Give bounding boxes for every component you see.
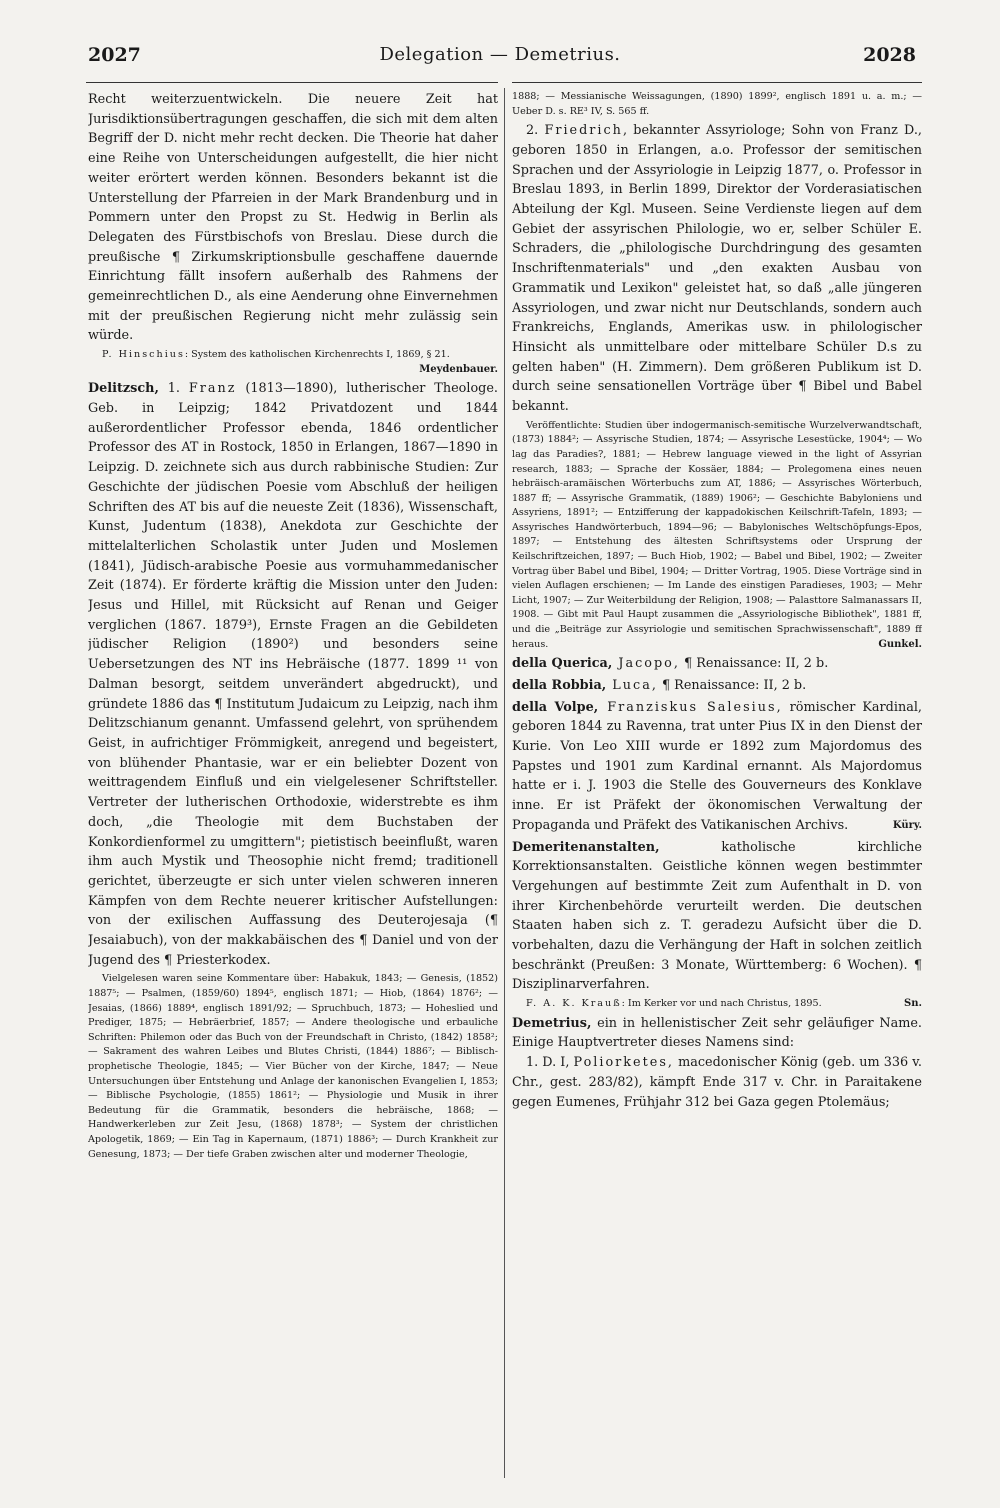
lit-text: : System des katholischen Kirchenrechts I, 1869, § 21. <box>184 349 450 361</box>
entry-body: römischer Kardinal, geboren 1844 zu Ravenna, trat unter Pius IX in den Dienst der Kurie. Von Leo XIII wurde er 1892 zum Majordomus des Papstes und 1901 zum Kardinal ernannt. Als Majordomus hatte er i. J. 1903 die Stelle des Gouverneurs des Konklave inne. Er ist Präfekt der ökonomischen Verwaltung der Propaganda und Präfekt des Vatikanischen Archivs. <box>512 699 922 833</box>
header-rule-right <box>512 82 922 83</box>
literature-demeritenanstalten <box>512 997 922 1012</box>
entry-body: katholische kirchliche Korrektionsanstalten. Geistliche können wegen bestimmter Vergehungen auf bestimmte Zeit zum Aufenthalt in D. von ihrer Kirchenbehörde verurteilt werden. Die deutschen Staaten haben sich z. T. geradezu Aufsicht über die D. vorbehalten, dazu die Verhängung der Haft in solchen zeitlich beschränkt (Preußen: 3 Monate, Württemberg: 6 Wochen). ¶ Disziplinarverfahren. <box>512 839 922 993</box>
entry-demeritenanstalten <box>512 838 922 996</box>
entry-number: 2. <box>526 123 545 139</box>
entry-forename: Friedrich <box>544 123 623 139</box>
delegation-continuation: Recht weiterzuentwickeln. Die neuere Zeit hat Jurisdiktionsübertragungen geschaffen, die sich mit dem alten Begriff der D. nicht mehr recht decken. Die Theorie hat daher eine Reihe von Unterscheidungen aufgestellt, die hier nicht weiter erörtert werden können. Besonders bekannt ist die Unterstellung der Pfarreien in der Mark Brandenburg und in Pommern unter den Propst zu St. Hedwig in Berlin als Delegaten des Fürstbischofs von Breslau. Diese durch die preußische ¶ Zirkumskriptionsbulle geschaffene dauernde Einrichtung fällt insofern außerhalb des Rahmens der gemeinrechtlichen D., als eine Aenderung ohne Einvernehmen mit der preußischen Regierung nicht mehr zulässig sein würde. <box>88 92 498 344</box>
column-divider <box>504 88 505 1478</box>
entry-body: (1813—1890), lutherischer Theologe. Geb. in Leipzig; 1842 Privatdozent und 1844 außerordentlicher Professor ebenda, 1846 ordentlicher Professor des AT in Rostock, 1850 in Erlangen, 1867—1890 in Leipzig. D. zeichnete sich aus durch rabbinische Studien: Zur Geschichte der jüdischen Poesie vom Abschluß der heiligen Schriften des AT bis auf die neueste Zeit (1836), Wissenschaft, Kunst, Judentum (1838), Anekdota zur Geschichte der mittelalterlichen Scholastik unter Juden und Moslemen (1841), Jüdisch-arabische Poesie aus vormuhammedanischer Zeit (1874). Er förderte kräftig die Mission unter den Juden: Jesus und Hillel, mit Rücksicht auf Renan und Geiger verglichen (1867. 1879³), Ernste Fragen an die Gebildeten jüdischer Religion (1890²) und besonders seine Uebersetzungen des NT ins Hebräische (1877. 1899 ¹¹ von Dalman besorgt, seitdem unverändert abgedruckt), und gründete 1886 das ¶ Institutum Judaicum zu Leipzig, nach ihm Delitzschianum genannt. Umfassend gelehrt, von sprühendem Geist, in aufrichtiger Frömmigkeit, anregend und begeistert, von blühender Phantasie, war er ein beliebter Dozent von weittragendem Einfluß und ein vielgelesener Schriftsteller. Vertreter der lutherischen Orthodoxie, widerstrebte es ihm doch, „die Theologie mit dem Buchstaben der Konkordienformel zu umgittern"; pietistisch beeinflußt, waren ihm auch Mystik und Theosophie nicht fremd; traditionell gerichtet, überzeugte er sich unter vielen schweren inneren Kämpfen von dem Rechte neuerer kritischer Aufstellungen: von der exilischen Auffassung des Deuterojesaja (¶ Jesaiabuch), von der makkabäischen des ¶ Daniel und von der Jugend des ¶ Priesterkodex. <box>88 381 498 968</box>
entry-delitzsch-franz <box>88 379 498 970</box>
entry-headword: Demeritenanstalten, <box>512 839 660 855</box>
entry-forename: Franziskus Salesius, <box>598 699 783 715</box>
running-title: Delegation — Demetrius. <box>379 44 621 65</box>
entry-headword: Delitzsch, <box>88 381 159 397</box>
right-column <box>512 90 922 1485</box>
lit-text: Veröffentlichte: Studien über indogermanisch-semitische Wurzelverwandtschaft, (1873) 1884²; — Assyrische Studien, 1874; — Assyrische Lesestücke, 1904⁴; — Wo lag das Paradies?, 1881; — Hebrew language viewed in the light of Assyrian research, 1883; — Sprache der Kossäer, 1884; — Prolegomena eines neuen hebräisch-aramäischen Wörterbuchs zum AT, 1886; — Assyrisches Wörterbuch, 1887 ff; — Assyrische Grammatik, (1889) 1906²; — Geschichte Babyloniens und Assyriens, 1891²; — Entzifferung der kappadokischen Keilschrift-Tafeln, 1893; — Assyrisches Handwörterbuch, 1894—96; — Babylonisches Weltschöpfungs-Epos, 1897; — Entstehung des ältesten Schriftsystems oder Ursprung der Keilschriftzeichen, 1897; — Buch Hiob, 1902; — Babel und Bibel, 1902; — Zweiter Vortrag über Babel und Bibel, 1904; — Dritter Vortrag, 1905. Diese Vorträge sind in vielen Auflagen erschienen; — Im Lande des einstigen Paradieses, 1903; — Mehr Licht, 1907; — Zur Weiterbildung der Religion, 1908; — Palasttore Salmanassars II, 1908. — Gibt mit Paul Haupt zusammen die „Assyriologische Bibliothek", 1881 ff, und die „Beiträge zur Assyriologie und semitischen Sprachwissenschaft", 1889 ff heraus. <box>512 419 922 650</box>
literature-continuation: 1888; — Messianische Weissagungen, (1890) 1899², englisch 1891 u. a. m.; — Ueber D. s. RE³ IV, S. 565 ff. <box>512 91 922 117</box>
author-signature: Küry. <box>892 819 922 831</box>
lit-author: P. Hinschius <box>102 349 185 361</box>
entry-forename: Poliorketes, <box>573 1055 674 1071</box>
entry-headword: Demetrius, <box>512 1015 592 1031</box>
entry-body: macedonischer König (geb. um 336 v. Chr., gest. 283/82), kämpft Ende 317 v. Chr. in Paraitakene gegen Eumenes, Frühjahr 312 bei Gaza gegen Ptolemäus; <box>512 1055 922 1110</box>
entry-body: ¶ Renaissance: II, 2 b. <box>679 656 829 672</box>
entry-headword: della Volpe, <box>512 699 599 715</box>
entry-demetrius-poliorketes <box>512 1053 922 1112</box>
lit-author: F. A. K. Krauß <box>526 998 622 1010</box>
page-number-right: 2028 <box>863 44 916 66</box>
entry-body: , bekannter Assyriologe; Sohn von Franz D., geboren 1850 in Erlangen, a.o. Professor der semitischen Sprachen und der Assyriologie in Leipzig 1877, o. Professor in Breslau 1893, in Berlin 1899, Direktor der Vorderasiatischen Abteilung der Kgl. Museen. Seine Verdienste liegen auf dem Gebiet der assyrischen Philologie, wo er, selber Schüler E. Schraders, die „philologische Durchdringung des gesamten Inschriftenmaterials" und „den exakten Ausbau von Grammatik und Lexikon" geleistet hat, so daß „alle jüngeren Assyriologen, und zwar nicht nur Deutschlands, sondern auch Frankreichs, Englands, Amerikas usw. in philologischer Hinsicht als unmittelbare oder mittelbare Schüler D.s zu gelten haben" (H. Zimmern). Dem größeren Publikum ist D. durch seine sensationellen Vorträge über ¶ Bibel und Babel bekannt. <box>512 123 922 415</box>
entry-forename: Franz <box>188 381 237 397</box>
entry-headword: della Querica, <box>512 656 613 672</box>
entry-delitzsch-friedrich <box>512 121 922 417</box>
author-signature: Gunkel. <box>878 638 922 650</box>
entry-forename: Luca, <box>606 677 658 693</box>
literature-delegation <box>88 348 498 377</box>
left-column <box>88 90 498 1485</box>
header-rule-left <box>86 82 498 83</box>
literature-delitzsch: Vielgelesen waren seine Kommentare über: Habakuk, 1843; — Genesis, (1852) 1887⁵; — Psalmen, (1859/60) 1894⁵, englisch 1871; — Hiob, (1864) 1876²; — Jesaias, (1866) 1889⁴, englisch 1891/92; — Spruchbuch, 1873; — Hoheslied und Prediger, 1875; — Hebräerbrief, 1857; — Andere theologische und erbauliche Schriften: Philemon oder das Buch von der Freundschaft in Christo, (1842) 1858²; — Sakrament des wahren Leibes und Blutes Christi, (1844) 1886⁷; — Biblisch-prophetische Theologie, 1845; — Vier Bücher von der Kirche, 1847; — Neue Untersuchungen über Entstehung und Anlage der kanonischen Evangelien I, 1853; — Biblische Psychologie, (1855) 1861²; — Physiologie und Musik in ihrer Bedeutung für die Grammatik, besonders die hebräische, 1868; — Handwerkerleben zur Zeit Jesu, (1868) 1878³; — System der christlichen Apologetik, 1869; — Ein Tag in Kapernaum, (1871) 1886³; — Durch Krankheit zur Genesung, 1873; — Der tiefe Graben zwischen alter und moderner Theologie, <box>88 973 498 1160</box>
entry-della-volpe <box>512 698 922 836</box>
entry-della-querica <box>512 654 922 674</box>
entry-demetrius <box>512 1014 922 1053</box>
entry-body: ein in hellenistischer Zeit sehr geläufiger Name. Einige Hauptvertreter dieses Namens sind: <box>512 1015 922 1051</box>
entry-body: ¶ Renaissance: II, 2 b. <box>657 677 807 693</box>
author-signature: Sn. <box>904 998 922 1010</box>
page-number-left: 2027 <box>88 44 141 66</box>
entry-della-robbia <box>512 676 922 696</box>
entry-number: 1. D. I, <box>526 1055 574 1071</box>
lit-text: : Im Kerker vor und nach Christus, 1895. <box>621 998 822 1010</box>
entry-headword: della Robbia, <box>512 677 607 693</box>
author-signature: Meydenbauer. <box>419 363 498 375</box>
literature-friedrich <box>512 419 922 653</box>
entry-forename: Jacopo, <box>612 656 680 672</box>
entry-number: 1. <box>158 381 189 397</box>
